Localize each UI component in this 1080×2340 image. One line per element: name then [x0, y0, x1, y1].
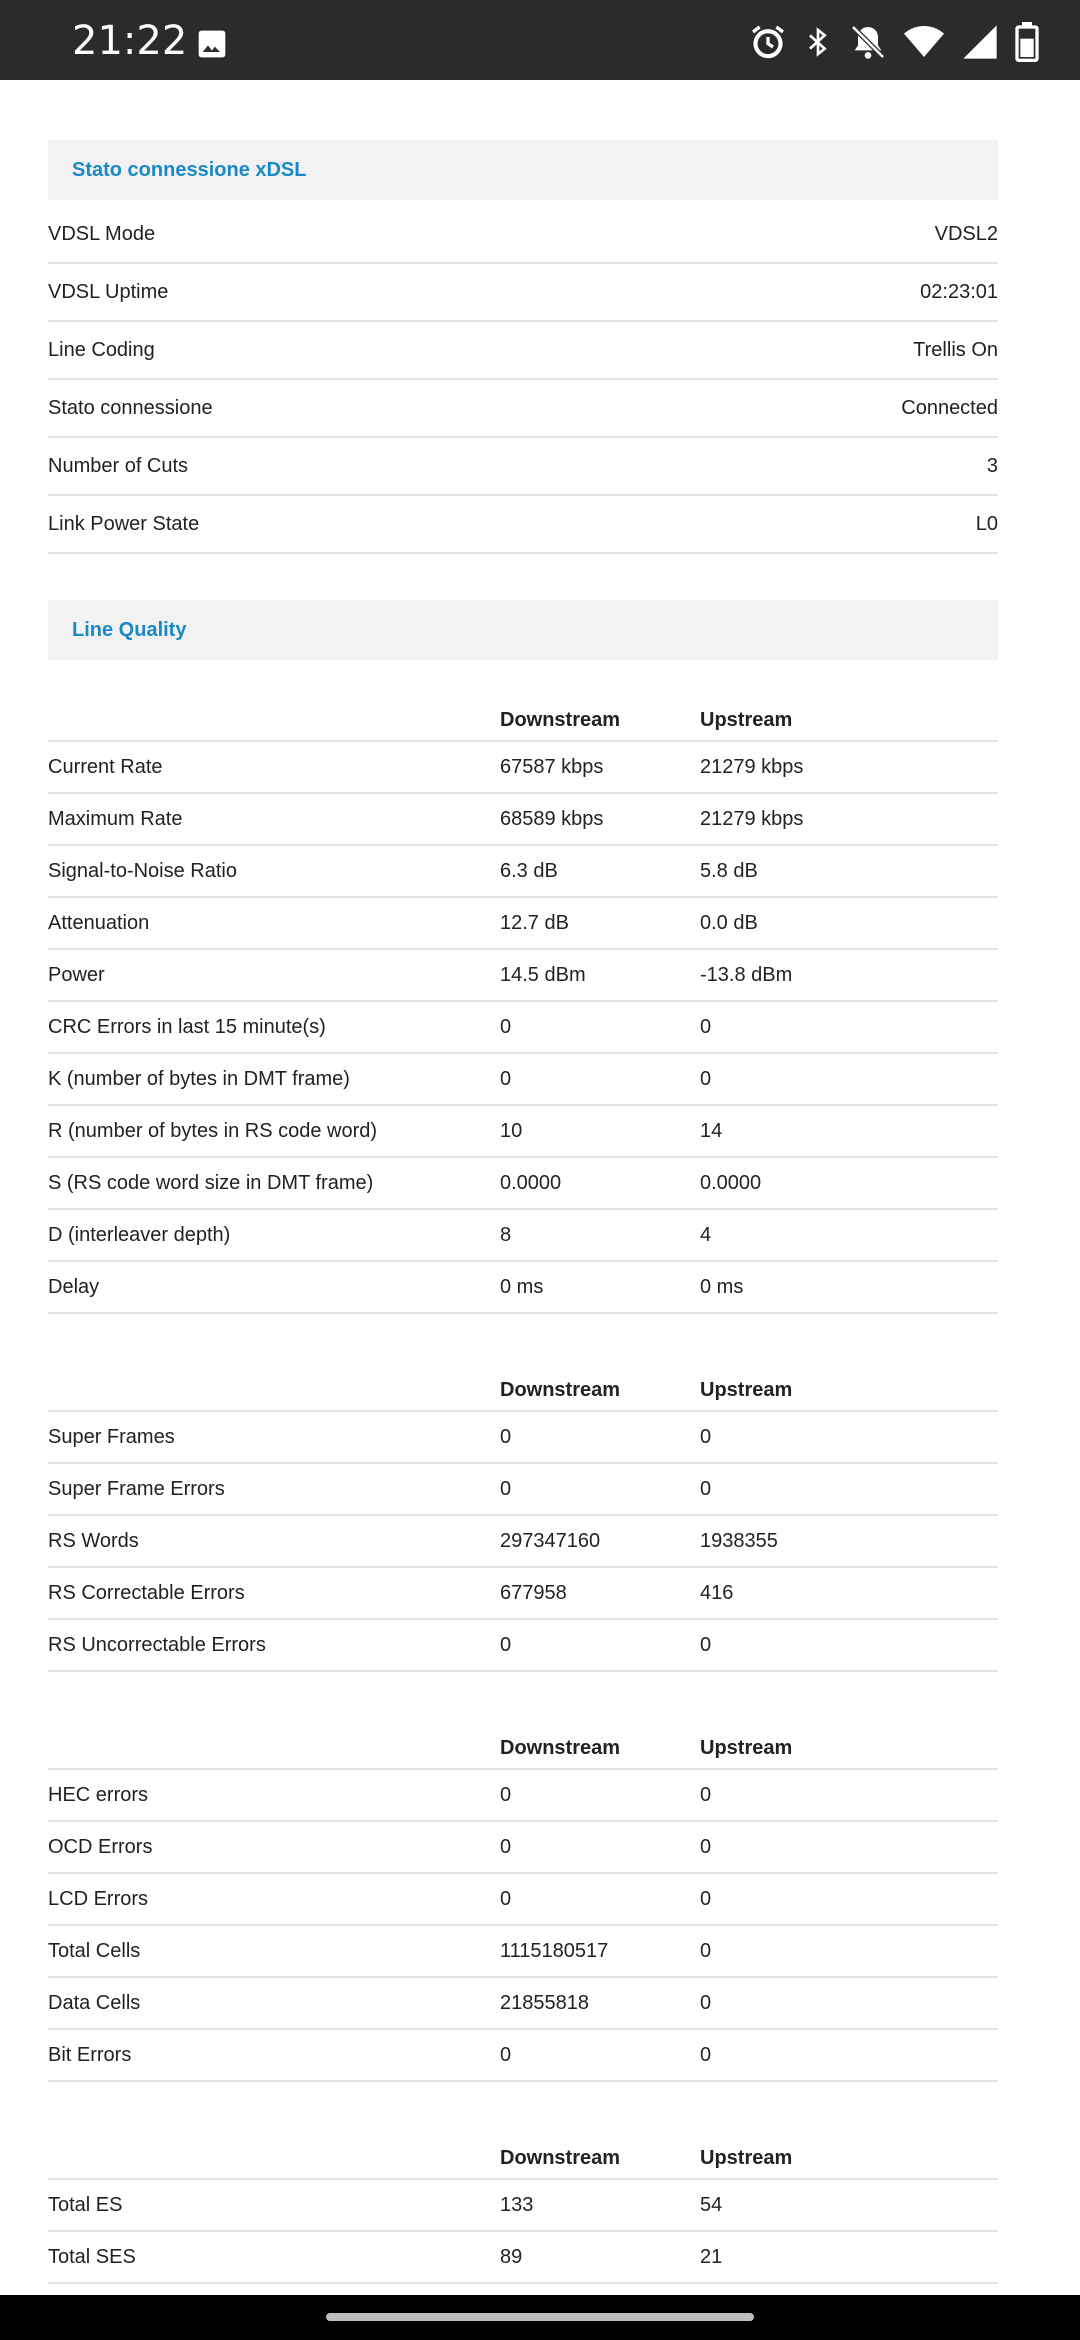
row-label: HEC errors	[48, 1783, 149, 1806]
xdsl-section-header: Stato connessione xDSL	[48, 140, 998, 200]
row-upstream: 1938355	[700, 1529, 778, 1552]
row-label: OCD Errors	[48, 1835, 153, 1858]
row-upstream: 0	[700, 2043, 712, 2066]
status-icons	[748, 22, 1040, 62]
row-upstream: 0	[700, 1633, 712, 1656]
table-row	[48, 1822, 998, 1874]
table-row	[48, 1262, 998, 1314]
row-downstream: 0	[500, 1067, 512, 1090]
kv-label: Line Coding	[48, 338, 155, 361]
header-downstream: Downstream	[500, 709, 621, 731]
row-downstream: 0	[500, 1633, 512, 1656]
row-upstream: 5.8 dB	[700, 859, 758, 882]
row-upstream: 0	[700, 1991, 712, 2014]
kv-row-vdsl-mode	[48, 206, 998, 264]
row-label: Total Cells	[48, 1939, 141, 1962]
kv-value: 3	[986, 454, 998, 477]
row-label: Super Frame Errors	[48, 1477, 225, 1500]
row-downstream: 12.7 dB	[500, 911, 569, 934]
table-row	[48, 1926, 998, 1978]
row-label: Data Cells	[48, 1991, 141, 2014]
header-upstream: Upstream	[700, 1379, 793, 1401]
kv-value: Trellis On	[913, 338, 998, 361]
row-downstream: 6.3 dB	[500, 859, 558, 882]
kv-value: Connected	[901, 396, 998, 419]
row-label: Current Rate	[48, 755, 163, 778]
row-label: R (number of bytes in RS code word)	[48, 1119, 378, 1142]
table-header	[48, 1718, 998, 1770]
row-label: RS Words	[48, 1529, 139, 1552]
row-upstream: 0	[700, 1015, 712, 1038]
row-label: Maximum Rate	[48, 807, 183, 830]
kv-label: VDSL Mode	[48, 222, 156, 245]
row-upstream: 0	[700, 1835, 712, 1858]
battery-icon	[1014, 22, 1040, 62]
do-not-disturb-icon	[848, 22, 888, 62]
kv-row-number-of-cuts	[48, 438, 998, 496]
table-row	[48, 2030, 998, 2082]
line-quality-section-header: Line Quality	[48, 600, 998, 660]
wifi-icon	[902, 22, 946, 62]
row-label: Delay	[48, 1275, 100, 1298]
row-upstream: 21279 kbps	[700, 755, 804, 778]
row-downstream: 67587 kbps	[500, 755, 604, 778]
row-upstream: 21279 kbps	[700, 807, 804, 830]
table-header	[48, 2128, 998, 2180]
stats-table-3	[48, 1718, 998, 2082]
table-header	[48, 1360, 998, 1412]
row-downstream: 0	[500, 1015, 512, 1038]
table-row	[48, 1770, 998, 1822]
row-upstream: 0	[700, 1783, 712, 1806]
page-content	[48, 80, 998, 2284]
row-upstream: 4	[700, 1223, 712, 1246]
kv-label: Number of Cuts	[48, 454, 189, 477]
kv-label: Stato connessione	[48, 396, 213, 419]
status-bar	[0, 0, 1080, 80]
row-upstream: 14	[700, 1119, 723, 1142]
row-downstream: 0	[500, 1887, 512, 1910]
row-label: S (RS code word size in DMT frame)	[48, 1171, 374, 1194]
kv-label: Link Power State	[48, 512, 200, 535]
kv-row-vdsl-uptime	[48, 264, 998, 322]
row-upstream: 0	[700, 1939, 712, 1962]
header-upstream: Upstream	[700, 1737, 793, 1759]
row-label: CRC Errors in last 15 minute(s)	[48, 1015, 326, 1038]
row-downstream: 0	[500, 1835, 512, 1858]
row-label: Total ES	[48, 2193, 123, 2216]
row-label: RS Correctable Errors	[48, 1581, 245, 1604]
row-downstream: 133	[500, 2193, 534, 2216]
kv-row-connection-state	[48, 380, 998, 438]
row-downstream: 0	[500, 1477, 512, 1500]
kv-value: L0	[975, 512, 998, 535]
row-label: Attenuation	[48, 911, 150, 934]
table-row	[48, 1516, 998, 1568]
row-downstream: 0.0000	[500, 1171, 562, 1194]
signal-icon	[960, 22, 1000, 62]
table-row	[48, 1106, 998, 1158]
table-row	[48, 1620, 998, 1672]
row-downstream: 297347160	[500, 1529, 601, 1552]
row-downstream: 0	[500, 1425, 512, 1448]
row-downstream: 0	[500, 2043, 512, 2066]
table-row	[48, 950, 998, 1002]
kv-label: VDSL Uptime	[48, 280, 169, 303]
table-row	[48, 1412, 998, 1464]
kv-row-link-power-state	[48, 496, 998, 554]
row-label: Super Frames	[48, 1425, 175, 1448]
row-downstream: 1115180517	[500, 1939, 609, 1962]
row-upstream: 0	[700, 1477, 712, 1500]
row-label: Signal-to-Noise Ratio	[48, 859, 237, 882]
table-row	[48, 2180, 998, 2232]
table-row	[48, 898, 998, 950]
row-upstream: 0.0 dB	[700, 911, 758, 934]
alarm-icon	[748, 22, 788, 62]
kv-row-line-coding	[48, 322, 998, 380]
gallery-icon	[196, 28, 228, 60]
row-label: D (interleaver depth)	[48, 1223, 231, 1246]
row-label: Bit Errors	[48, 2043, 132, 2066]
stats-table-2	[48, 1360, 998, 1672]
row-upstream: 0	[700, 1425, 712, 1448]
bluetooth-icon	[802, 22, 834, 62]
table-row	[48, 1568, 998, 1620]
row-upstream: 416	[700, 1581, 734, 1604]
table-row	[48, 1002, 998, 1054]
table-row	[48, 1054, 998, 1106]
row-downstream: 68589 kbps	[500, 807, 604, 830]
row-downstream: 10	[500, 1119, 523, 1142]
header-downstream: Downstream	[500, 2147, 621, 2169]
header-downstream: Downstream	[500, 1737, 621, 1759]
table-row	[48, 846, 998, 898]
row-label: Power	[48, 963, 105, 986]
row-downstream: 677958	[500, 1581, 567, 1604]
table-row	[48, 2232, 998, 2284]
navigation-bar	[0, 2295, 1080, 2340]
header-upstream: Upstream	[700, 709, 793, 731]
table-row	[48, 742, 998, 794]
stats-table-1	[48, 690, 998, 1314]
table-header	[48, 690, 998, 742]
row-label: LCD Errors	[48, 1887, 149, 1910]
table-row	[48, 1978, 998, 2030]
table-row	[48, 1874, 998, 1926]
kv-value: VDSL2	[934, 222, 998, 245]
row-upstream: 0	[700, 1887, 712, 1910]
row-downstream: 89	[500, 2245, 523, 2268]
row-downstream: 21855818	[500, 1991, 589, 2014]
table-row	[48, 1464, 998, 1516]
home-gesture-handle[interactable]	[326, 2313, 754, 2321]
status-time: 21:22	[72, 18, 188, 64]
row-upstream: -13.8 dBm	[700, 963, 793, 986]
row-upstream: 21	[700, 2245, 723, 2268]
row-upstream: 0	[700, 1067, 712, 1090]
row-upstream: 0.0000	[700, 1171, 762, 1194]
row-label: K (number of bytes in DMT frame)	[48, 1067, 350, 1090]
row-downstream: 14.5 dBm	[500, 963, 586, 986]
row-downstream: 0	[500, 1783, 512, 1806]
table-row	[48, 1210, 998, 1262]
row-upstream: 0 ms	[700, 1275, 744, 1298]
header-upstream: Upstream	[700, 2147, 793, 2169]
row-downstream: 0 ms	[500, 1275, 544, 1298]
table-row	[48, 794, 998, 846]
table-row	[48, 1158, 998, 1210]
header-downstream: Downstream	[500, 1379, 621, 1401]
row-downstream: 8	[500, 1223, 512, 1246]
row-label: Total SES	[48, 2245, 136, 2268]
stats-table-4	[48, 2128, 998, 2284]
row-label: RS Uncorrectable Errors	[48, 1633, 266, 1656]
kv-value: 02:23:01	[920, 280, 998, 303]
row-upstream: 54	[700, 2193, 723, 2216]
